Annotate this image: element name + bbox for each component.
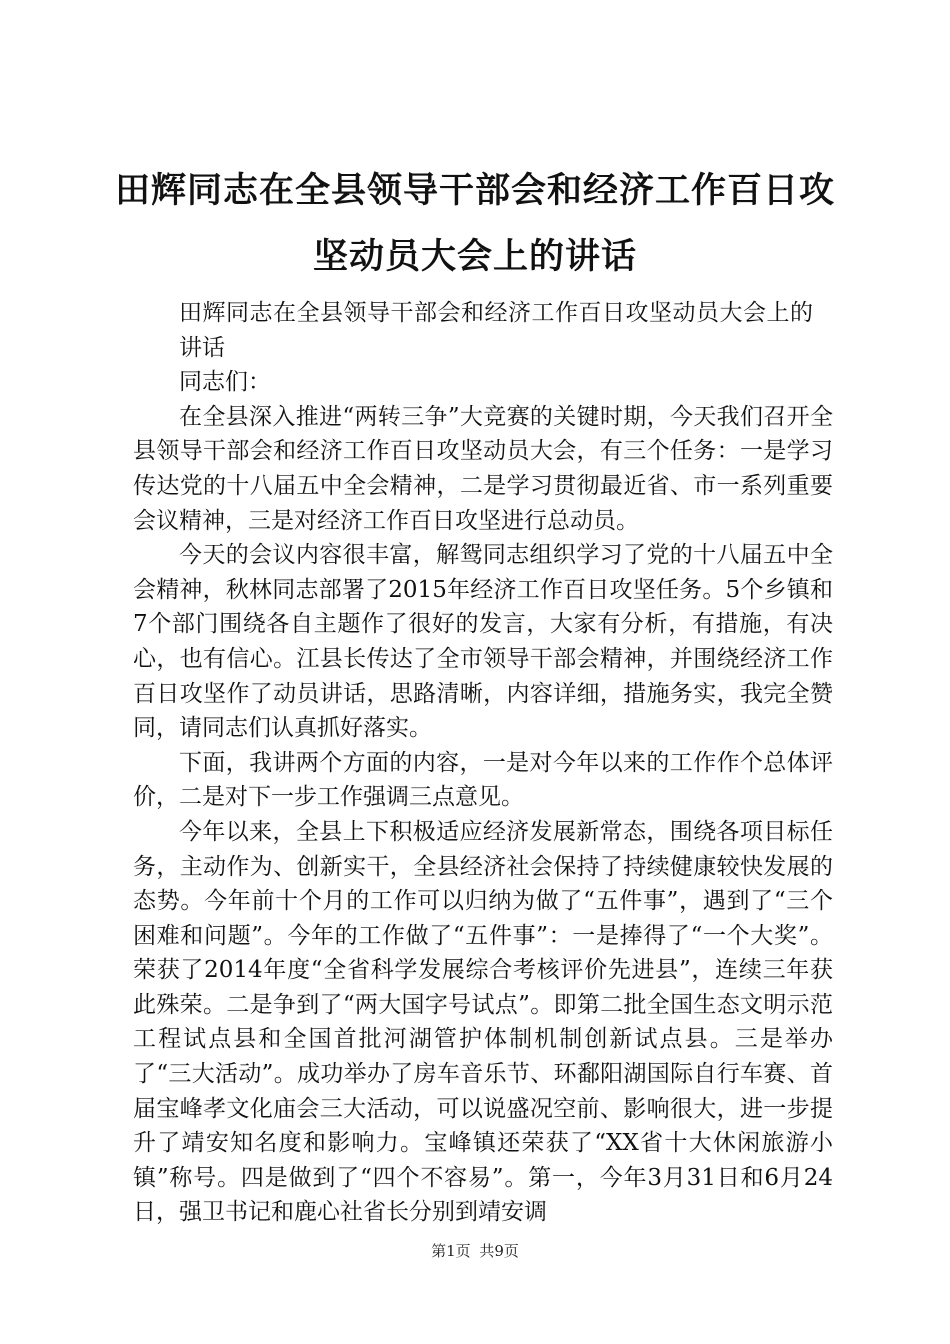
paragraph: 今年以来，全县上下积极适应经济发展新常态，围绕各项目标任务，主动作为、创新实干，全县经济社会保持了持续健康较快发展的态势。今年前十个月的工作可以归纳为做了“五件事”，遇到了“三个困难和问题”。今年的工作做了“五件事”：一是捧得了“一个大奖”。荣获了2014年度“全省科学发展综合考核评价先进县”，连续三年获此殊荣。二是争到了“两大国字号试点”。即第二批全国生态文明示范工程试点县和全国首批河湖管护体制机制创新试点县。三是举办了“三大活动”。成功举办了房车音乐节、环鄱阳湖国际自行车赛、首届宝峰孝文化庙会三大活动，可以说盛况空前、影响很大，进一步提升了靖安知名度和影响力。宝峰镇还荣获了“XX省十大休闲旅游小镇”称号。四是做到了“四个不容易”。第一，今年3月31日和6月24日，强卫书记和鹿心社省长分别到靖安调	[133, 818, 833, 1226]
document-body	[133, 296, 833, 1230]
page-total: 共9页	[479, 1242, 519, 1260]
paragraph: 今天的会议内容很丰富，解鸳同志组织学习了党的十八届五中全会精神，秋林同志部署了2015年经济工作百日攻坚任务。5个乡镇和7个部门围绕各自主题作了很好的发言，大家有分析，有措施，有决心，也有信心。江县长传达了全市领导干部会精神，并围绕经济工作百日攻坚作了动员讲话，思路清晰，内容详细，措施务实，我完全赞同，请同志们认真抓好落实。	[133, 542, 833, 742]
document-subtitle: 田辉同志在全县领导干部会和经济工作百日攻坚动员大会上的讲话	[179, 300, 813, 361]
paragraph: 在全县深入推进“两转三争”大竞赛的关键时期，今天我们召开全县领导干部会和经济工作百日攻坚动员大会，有三个任务：一是学习传达党的十八届五中全会精神，二是学习贯彻最近省、市一系列重要会议精神，三是对经济工作百日攻坚进行总动员。	[133, 403, 833, 534]
page-footer	[0, 1240, 950, 1261]
paragraph: 下面，我讲两个方面的内容，一是对今年以来的工作作个总体评价，二是对下一步工作强调三点意见。	[133, 749, 833, 811]
salutation: 同志们：	[179, 369, 271, 396]
document-title: 田辉同志在全县领导干部会和经济工作百日攻坚动员大会上的讲话	[114, 171, 835, 277]
page-number: 第1页	[431, 1242, 471, 1260]
